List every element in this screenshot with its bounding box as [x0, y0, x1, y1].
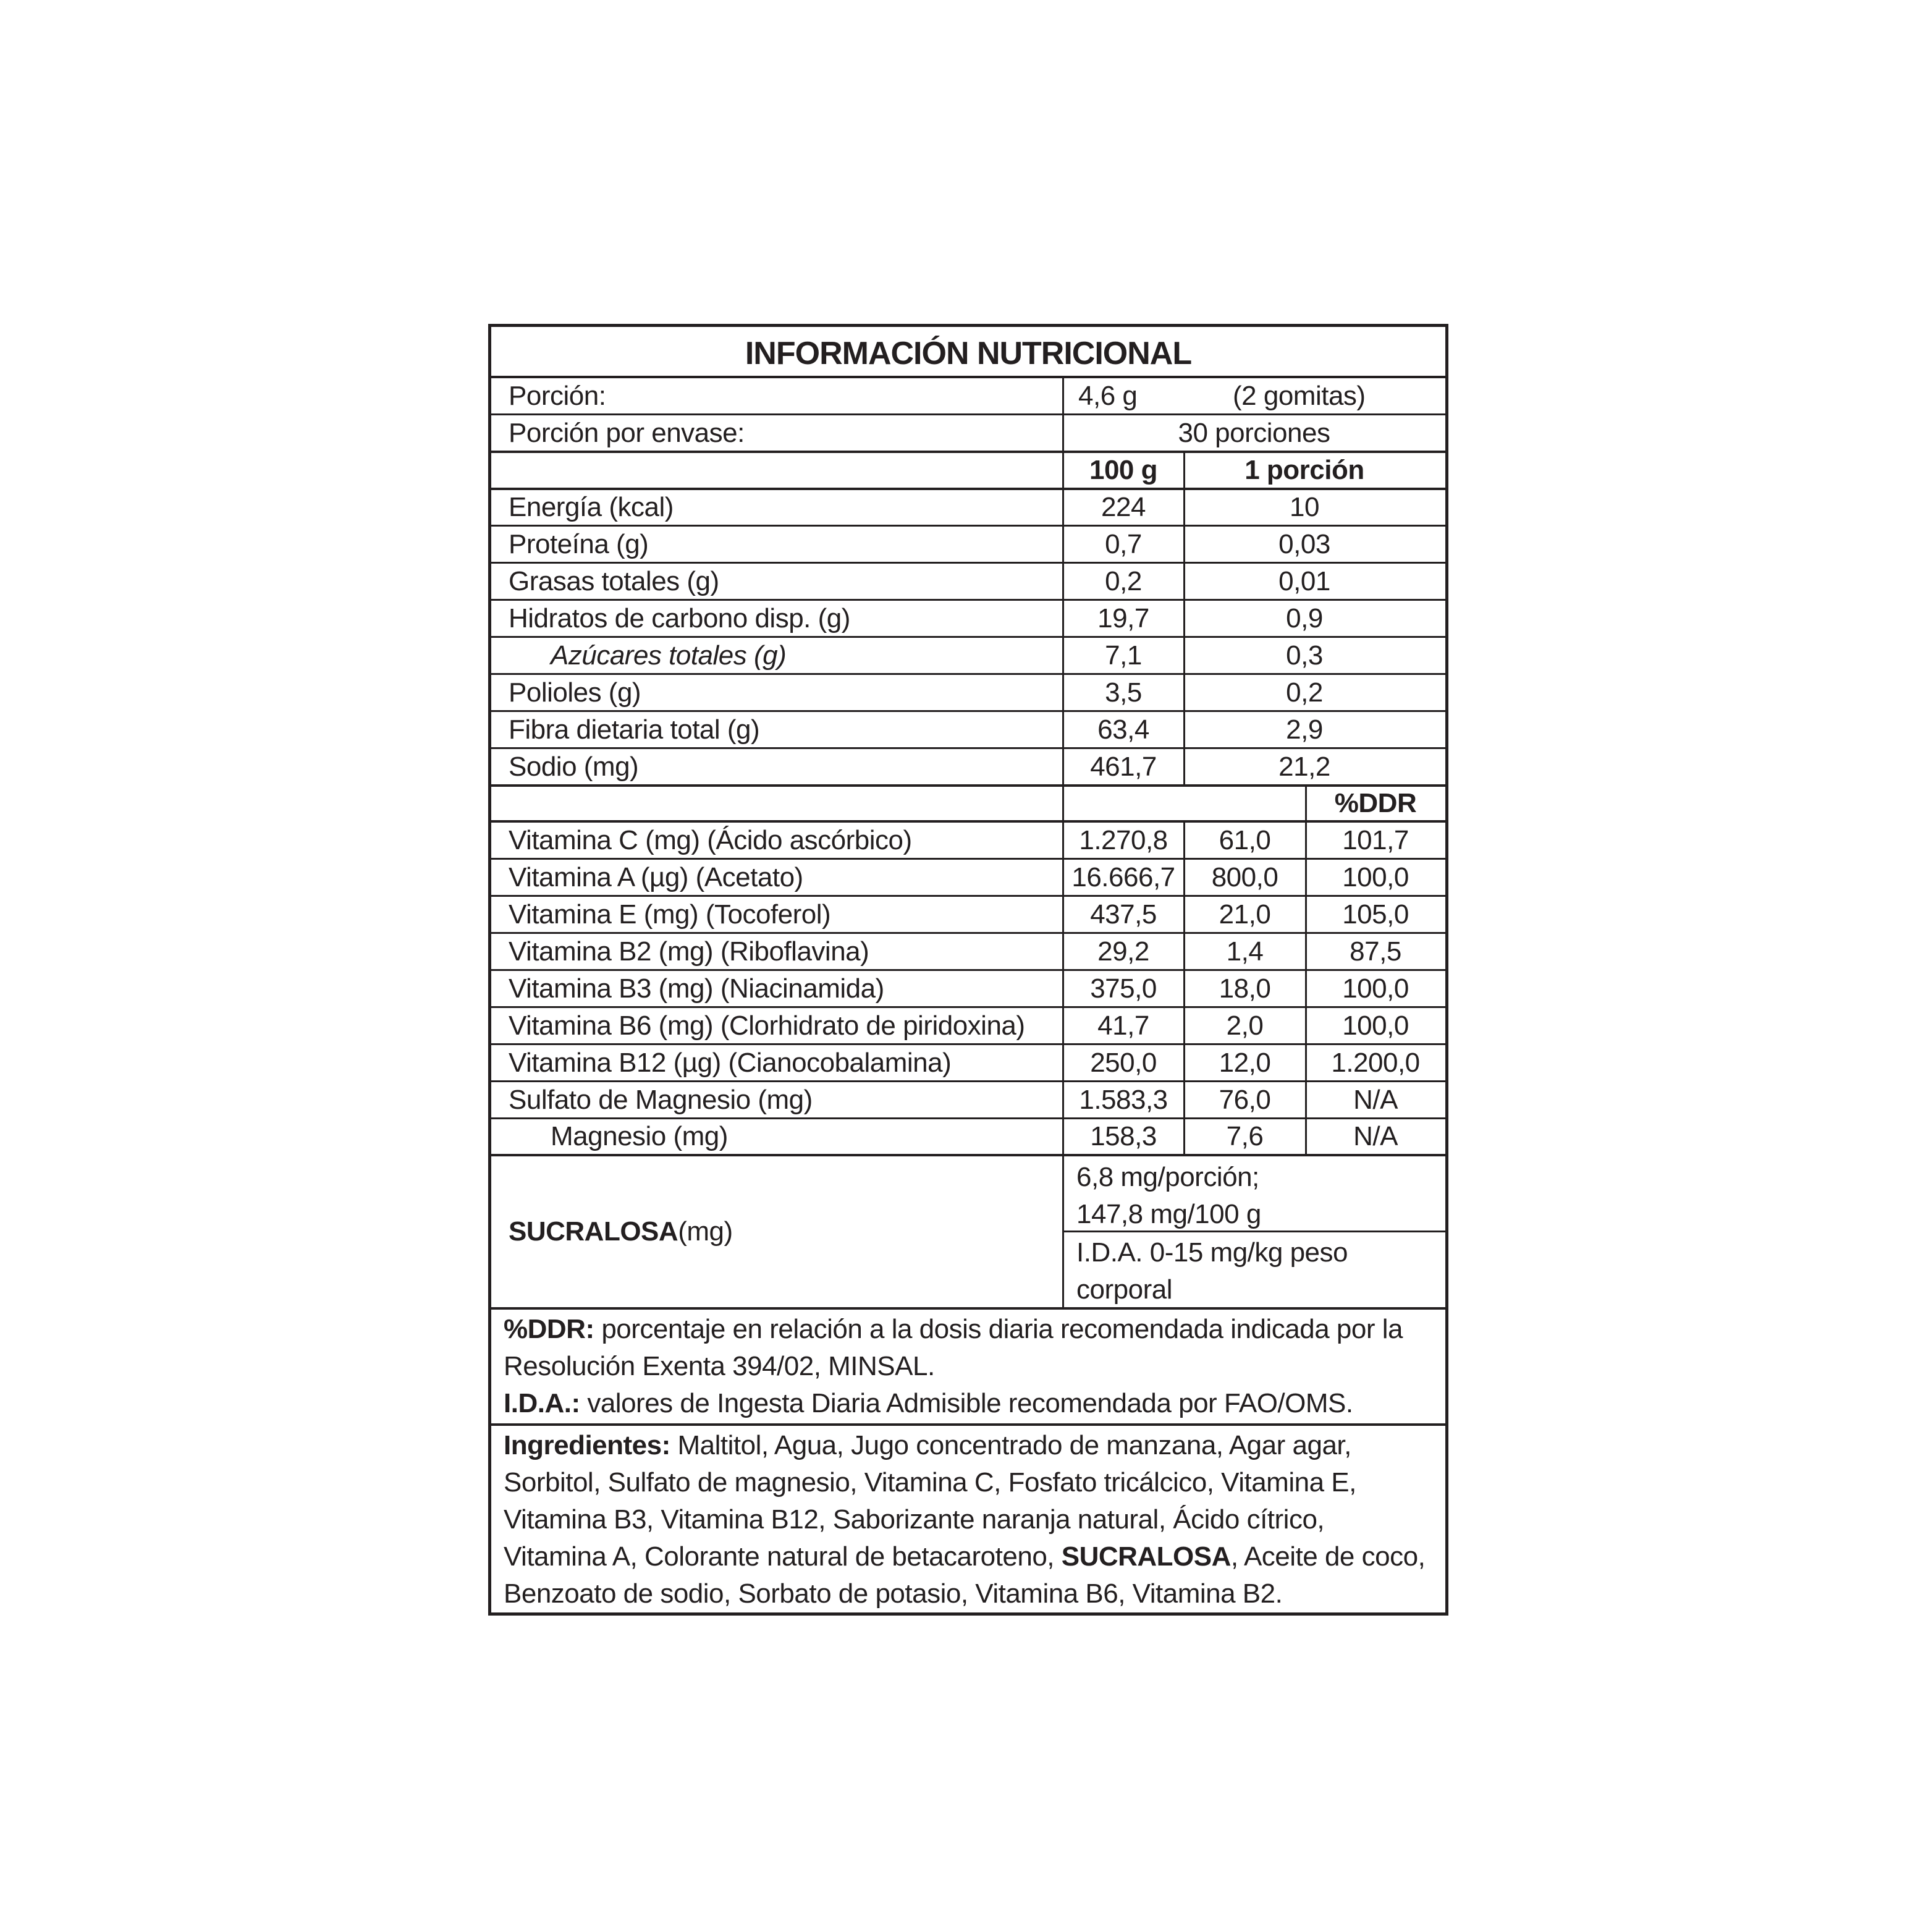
vitamin-name: Vitamina B2 (mg) (Riboflavina) — [509, 936, 869, 967]
footnote-ddr — [504, 1311, 1433, 1348]
nutrient-value-portion: 0,9 — [1286, 603, 1323, 633]
ingredients-line — [504, 1427, 1433, 1464]
footnote-ida-text: valores de Ingesta Diaria Admisible recomendada por FAO/OMS. — [580, 1388, 1353, 1418]
vitamin-value-portion: 18,0 — [1219, 973, 1271, 1004]
nutrient-value-100g: 7,1 — [1105, 640, 1142, 671]
nutrient-value-portion: 2,9 — [1286, 714, 1323, 745]
nutrient-name: Energía (kcal) — [509, 492, 674, 522]
sucralosa-label — [491, 1156, 1063, 1307]
serving-amount: 4,6 g — [1078, 380, 1138, 411]
serving-label: Porción: — [509, 380, 606, 411]
ingredients-text: Vitamina A, Colorante natural de betacaroteno, — [504, 1541, 1062, 1572]
serving-units: (2 gomitas) — [1233, 380, 1366, 411]
vitamin-value-portion: 7,6 — [1226, 1121, 1264, 1151]
vitamin-name: Vitamina C (mg) (Ácido ascórbico) — [509, 824, 912, 855]
vitamin-value-portion: 21,0 — [1219, 899, 1271, 930]
nutrient-value-portion: 10 — [1290, 492, 1319, 522]
column-header-100g: 100 g — [1089, 455, 1157, 485]
sucralosa-ida-line: I.D.A. 0-15 mg/kg peso — [1076, 1237, 1348, 1268]
vitamin-value-ddr: 100,0 — [1342, 973, 1409, 1004]
column-header-portion: 1 porción — [1244, 455, 1364, 485]
nutrient-value-portion: 21,2 — [1278, 751, 1330, 782]
divider — [491, 1307, 1445, 1310]
label-title: INFORMACIÓN NUTRICIONAL — [491, 327, 1445, 378]
vitamin-value-100g: 158,3 — [1090, 1121, 1157, 1151]
vitamin-value-ddr: 105,0 — [1342, 899, 1409, 930]
vitamin-value-ddr: 87,5 — [1350, 936, 1401, 967]
vitamin-name: Vitamina B6 (mg) (Clorhidrato de piridoxina) — [509, 1010, 1025, 1041]
ingredients-text: Maltitol, Agua, Jugo concentrado de manzana, Agar agar, — [670, 1430, 1351, 1460]
vitamin-value-portion: 2,0 — [1226, 1010, 1264, 1041]
vitamin-name: Vitamina B12 (µg) (Cianocobalamina) — [509, 1047, 952, 1078]
nutrient-value-100g: 3,5 — [1105, 677, 1142, 708]
vitamin-name: Vitamina A (µg) (Acetato) — [509, 862, 803, 892]
sucralosa-dose-line: 6,8 mg/porción; — [1076, 1162, 1259, 1192]
nutrient-name: Polioles (g) — [509, 677, 641, 708]
nutrient-value-portion: 0,2 — [1286, 677, 1323, 708]
ingredients-line: Benzoato de sodio, Sorbato de potasio, Vitamina B6, Vitamina B2. — [504, 1578, 1283, 1609]
nutrient-name: Sodio (mg) — [509, 751, 639, 782]
ingredients-sucralosa: SUCRALOSA — [1061, 1541, 1231, 1572]
nutrient-value-100g: 19,7 — [1097, 603, 1149, 633]
ingredients-text: , Aceite de coco, — [1230, 1541, 1426, 1572]
column-divider — [1305, 784, 1307, 1154]
nutrient-value-100g: 461,7 — [1090, 751, 1157, 782]
footnote-ddr-text-cont: Resolución Exenta 394/02, MINSAL. — [504, 1351, 935, 1381]
nutrient-value-portion: 0,3 — [1286, 640, 1323, 671]
vitamin-value-ddr: 100,0 — [1342, 1010, 1409, 1041]
divider — [491, 1423, 1445, 1426]
vitamin-value-portion: 61,0 — [1219, 824, 1271, 855]
nutrient-value-100g: 224 — [1101, 492, 1146, 522]
vitamin-value-portion: 800,0 — [1211, 862, 1278, 892]
vitamin-value-100g: 375,0 — [1090, 973, 1157, 1004]
footnotes — [491, 1311, 1445, 1422]
sucralosa-name: SUCRALOSA — [509, 1216, 678, 1247]
nutrient-value-100g: 0,2 — [1105, 566, 1142, 596]
sucralosa-ida-line: corporal — [1076, 1274, 1172, 1305]
vitamin-value-ddr: N/A — [1353, 1121, 1398, 1151]
footnote-ddr-label: %DDR: — [504, 1314, 594, 1344]
servings-per-package-label: Porción por envase: — [509, 417, 745, 448]
vitamin-value-ddr: 101,7 — [1342, 824, 1409, 855]
vitamin-value-100g: 16.666,7 — [1071, 862, 1175, 892]
servings-per-package-value: 30 porciones — [1178, 417, 1330, 448]
footnote-ida — [504, 1385, 1433, 1422]
nutrient-name: Fibra dietaria total (g) — [509, 714, 760, 745]
ingredients-line — [504, 1538, 1433, 1575]
footnote-ida-label: I.D.A.: — [504, 1388, 580, 1418]
nutrient-name: Grasas totales (g) — [509, 566, 719, 596]
nutrition-facts-label — [488, 324, 1448, 1616]
column-divider — [1183, 820, 1185, 1154]
column-divider — [1062, 378, 1064, 1307]
ingredients-line: Sorbitol, Sulfato de magnesio, Vitamina C, Fosfato tricálcico, Vitamina E, — [504, 1467, 1356, 1498]
sucralosa-dose — [1063, 1159, 1445, 1233]
nutrient-name-sub: Azúcares totales (g) — [551, 640, 787, 671]
vitamin-name: Vitamina E (mg) (Tocoferol) — [509, 899, 831, 930]
divider — [1063, 1231, 1445, 1232]
vitamin-value-portion: 12,0 — [1219, 1047, 1271, 1078]
nutrient-value-100g: 0,7 — [1105, 528, 1142, 559]
vitamin-value-100g: 1.270,8 — [1079, 824, 1168, 855]
ingredients — [491, 1427, 1445, 1612]
ingredients-label: Ingredientes: — [504, 1430, 670, 1460]
nutrient-name: Hidratos de carbono disp. (g) — [509, 603, 850, 633]
vitamin-value-100g: 437,5 — [1090, 899, 1157, 930]
footnote-ddr-text: porcentaje en relación a la dosis diaria recomendada indicada por la — [594, 1314, 1403, 1344]
nutrient-name: Proteína (g) — [509, 528, 649, 559]
nutrient-value-portion: 0,03 — [1278, 528, 1330, 559]
vitamin-value-100g: 1.583,3 — [1079, 1084, 1168, 1115]
vitamin-value-ddr: 100,0 — [1342, 862, 1409, 892]
sucralosa-dose-line: 147,8 mg/100 g — [1076, 1199, 1261, 1229]
vitamin-value-100g: 250,0 — [1090, 1047, 1157, 1078]
sucralosa-ida — [1063, 1234, 1445, 1308]
vitamin-value-ddr: 1.200,0 — [1331, 1047, 1420, 1078]
sucralosa-unit: (mg) — [678, 1216, 733, 1247]
ingredients-line: Vitamina B3, Vitamina B12, Saborizante naranja natural, Ácido cítrico, — [504, 1504, 1325, 1535]
column-divider — [1183, 451, 1185, 784]
vitamin-value-100g: 41,7 — [1097, 1010, 1149, 1041]
vitamin-value-100g: 29,2 — [1097, 936, 1149, 967]
divider — [491, 784, 1445, 787]
vitamin-value-portion: 76,0 — [1219, 1084, 1271, 1115]
vitamin-name: Sulfato de Magnesio (mg) — [509, 1084, 813, 1115]
nutrient-value-portion: 0,01 — [1278, 566, 1330, 596]
vitamin-value-portion: 1,4 — [1226, 936, 1264, 967]
vitamin-name-sub: Magnesio (mg) — [551, 1121, 728, 1151]
column-header-ddr: %DDR — [1334, 788, 1417, 818]
nutrient-value-100g: 63,4 — [1097, 714, 1149, 745]
vitamin-value-ddr: N/A — [1353, 1084, 1398, 1115]
vitamin-name: Vitamina B3 (mg) (Niacinamida) — [509, 973, 884, 1004]
